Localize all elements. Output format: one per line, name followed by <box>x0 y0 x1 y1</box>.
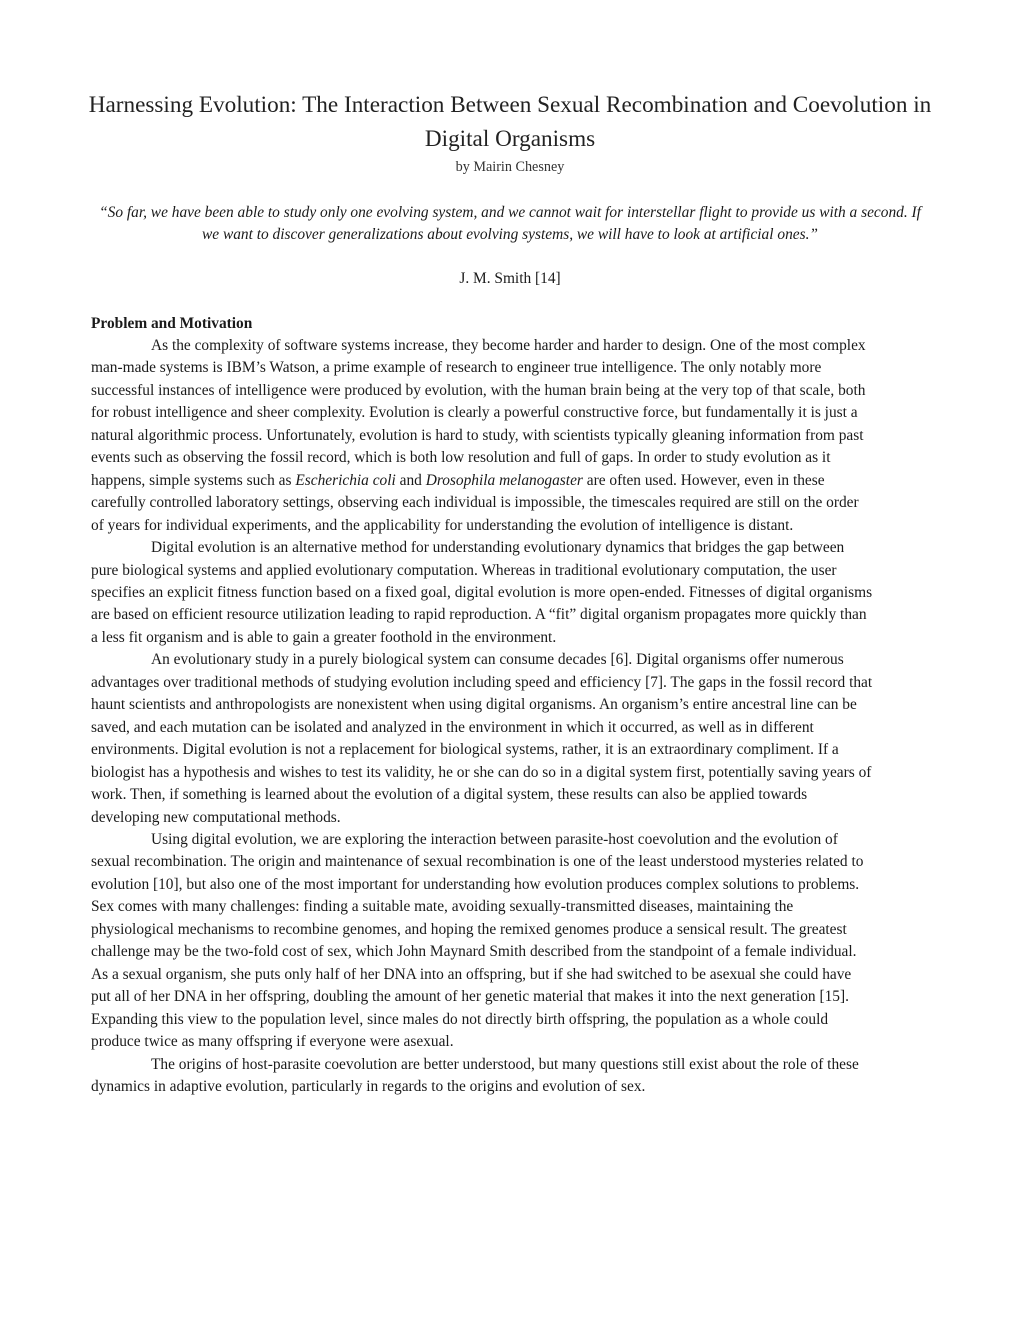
paragraph: An evolutionary study in a purely biological system can consume decades [6]. Digital organisms offer numerous advantages over traditional methods of studying evolution including speed and efficiency [7]. The gaps in the fossil record that haunt scientists and anthropologists are nonexistent when using digital organisms. An organism’s entire ancestral line can be saved, and each mutation can be isolated and analyzed in the environment in which it occurred, as well as in different environments. Digital evolution is not a replacement for biological systems, rather, it is an extraordinary compliment. If a biologist has a hypothesis and wishes to test its validity, he or she can do so in a digital system first, potentially saving years of work. Then, if something is learned about the evolution of a digital system, these results can also be applied towards developing new computational methods. <box>91 651 873 826</box>
section-body <box>91 335 873 1098</box>
paragraph: Digital evolution is an alternative method for understanding evolutionary dynamics that bridges the gap between pure biological systems and applied evolutionary computation. Whereas in traditional evolutionary computation, the user specifies an explicit fitness function based on a fixed goal, digital evolution is more open-ended. Fitnesses of digital organisms are based on efficient resource utilization leading to rapid reproduction. A “fit” digital organism propagates more quickly than a less fit organism and is able to gain a greater foothold in the environment. <box>91 539 873 646</box>
section-heading: Problem and Motivation <box>91 315 253 332</box>
paragraph: The origins of host-parasite coevolution are better understood, but many questions still exist about the role of these dynamics in adaptive evolution, particularly in regards to the origins and evolution of sex. <box>91 1055 859 1095</box>
paper-title: Harnessing Evolution: The Interaction Between Sexual Recombination and Coevolution in Digital Organisms <box>88 92 932 152</box>
species-name: Escherichia coli <box>295 471 396 489</box>
author-byline: by Mairin Chesney <box>455 159 565 175</box>
paragraph <box>91 335 873 537</box>
paragraph-text: are often used. However, even in these carefully controlled laboratory settings, observing each individual is impossible, the timescales required are still on the order of years for individual experiments, and the applicability for understanding the evolution of intelligence is distant. <box>91 471 859 534</box>
epigraph-quote: “So far, we have been able to study only one evolving system, and we cannot wait for interstellar flight to provide us with a second. If we want to discover generalizations about evolving systems, we will have to look at artificial ones.” <box>99 204 921 243</box>
paragraph: Using digital evolution, we are exploring the interaction between parasite-host coevolution and the evolution of sexual recombination. The origin and maintenance of sexual recombination is one of the least understood mysteries related to evolution [10], but also one of the most important for understanding how evolution produces complex solutions to problems. Sex comes with many challenges: finding a suitable mate, avoiding sexually-transmitted diseases, maintaining the physiological mechanisms to recombine genomes, and hoping the remixed genomes produce a sensical result. The greatest challenge may be the two-fold cost of sex, which John Maynard Smith described from the standpoint of a female individual. As a sexual organism, she puts only half of her DNA into an offspring, but if she had switched to be asexual she could have put all of her DNA in her offspring, doubling the amount of her genetic material that makes it into the next generation [15]. Expanding this view to the population level, since males do not directly birth offspring, the population as a whole could produce twice as many offspring if everyone were asexual. <box>91 830 864 1051</box>
paragraph-text: As the complexity of software systems increase, they become harder and harder to design. One of the most complex man-made systems is IBM’s Watson, a prime example of research to engineer true intelligence. The only notably more successful instances of intelligence were produced by evolution, with the human brain being at the very top of that scale, both for robust intelligence and sheer complexity. Evolution is clearly a powerful constructive force, but fundamentally it is just a natural algorithmic process. Unfortunately, evolution is hard to study, with scientists typically gleaning information from past events such as observing the fossil record, which is both low resolution and full of gaps. In order to study evolution as it happens, simple systems such as <box>91 337 866 489</box>
species-name: Drosophila melanogaster <box>425 471 583 489</box>
paragraph-text: and <box>395 471 426 489</box>
epigraph-attribution: J. M. Smith [14] <box>459 270 561 287</box>
